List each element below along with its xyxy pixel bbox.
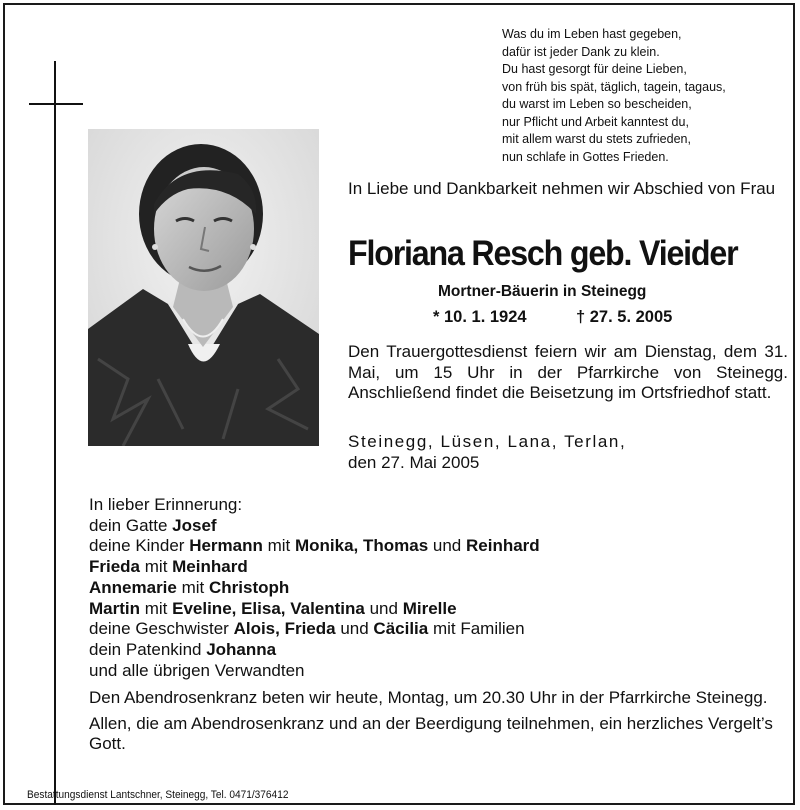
mourner-text: mit	[176, 577, 209, 597]
mourner-text: deine Geschwister	[89, 619, 234, 639]
mourner-name: Monika, Thomas	[294, 536, 429, 556]
mourner-text: und	[335, 619, 374, 639]
place-and-date	[348, 432, 788, 473]
rosary-text: Den Abendrosenkranz beten wir heute, Montag, um 20.30 Uhr in der Pfarrkirche Steinegg.	[89, 688, 768, 707]
mourner-line	[89, 516, 789, 537]
thanks-text: Allen, die am Abendrosenkranz und an der Beerdigung teilnehmen, ein herzliches Vergelt’s Gott.	[89, 713, 773, 754]
funeral-announcement: Den Trauergottesdienst feiern wir am Dienstag, dem 31. Mai, um 15 Uhr in der Pfarrkirche von Steinegg. Anschließend findet die Beisetzung im Ortsfriedhof statt.	[348, 342, 788, 403]
mourner-line	[89, 578, 789, 599]
life-dates	[433, 307, 703, 329]
poem-line: du warst im Leben so bescheiden,	[502, 97, 692, 111]
mourner-name: Meinhard	[172, 557, 248, 577]
deceased-name: Floriana Resch geb. Vieider	[348, 234, 738, 273]
poem-line: von früh bis spät, täglich, tagein, tagaus,	[502, 79, 726, 94]
poem-line: dafür ist jeder Dank zu klein.	[502, 44, 660, 59]
rosary-announcement	[89, 688, 789, 760]
mourner-name: Johanna	[206, 639, 277, 659]
mourner-name: Cäcilia	[373, 619, 429, 639]
mourner-text: mit	[140, 598, 173, 618]
death-date: † 27. 5. 2005	[576, 308, 673, 326]
poem-line: mit allem warst du stets zufrieden,	[502, 132, 691, 146]
portrait-photo	[88, 129, 319, 446]
obituary-notice	[3, 3, 795, 805]
mourner-line	[89, 640, 789, 661]
mourner-name: Frieda	[89, 557, 141, 577]
locations: Steinegg, Lüsen, Lana, Terlan,	[348, 432, 627, 451]
mourners-heading: In lieber Erinnerung:	[89, 495, 243, 514]
mourner-text: mit Familien	[428, 619, 525, 639]
mourner-name: Mirelle	[402, 598, 457, 618]
memorial-poem	[502, 26, 797, 166]
cross-horizontal-bar	[29, 103, 83, 105]
mourner-text: mit	[262, 536, 295, 556]
mourner-name: Annemarie	[89, 577, 177, 597]
mourner-line: und alle übrigen Verwandten	[89, 660, 305, 680]
mourners-list	[89, 495, 789, 681]
farewell-intro: In Liebe und Dankbarkeit nehmen wir Abschied von Frau	[348, 179, 776, 198]
poem-line: nur Pflicht und Arbeit kanntest du,	[502, 114, 689, 129]
mourner-name: Martin	[89, 598, 140, 618]
mourner-name: Alois, Frieda	[233, 619, 336, 639]
cross-vertical-bar	[54, 61, 56, 805]
mourner-name: Eveline, Elisa, Valentina	[172, 598, 365, 618]
poem-line: Was du im Leben hast gegeben,	[502, 27, 682, 41]
mourner-text: und	[428, 536, 466, 556]
mourner-name: Hermann	[189, 536, 263, 556]
poem-line: Du hast gesorgt für deine Lieben,	[502, 62, 687, 76]
mourner-text: und	[364, 598, 403, 618]
mourner-text: mit	[140, 557, 173, 577]
mourner-text: dein Patenkind	[89, 639, 207, 659]
mourner-line	[89, 599, 789, 620]
mourner-line	[89, 619, 789, 640]
notice-date: den 27. Mai 2005	[348, 452, 480, 472]
mourner-text: dein Gatte	[89, 515, 173, 535]
poem-line: nun schlafe in Gottes Frieden.	[502, 149, 669, 164]
birth-date: * 10. 1. 1924	[433, 308, 527, 326]
deceased-occupation: Mortner-Bäuerin in Steinegg	[438, 283, 647, 300]
mourner-name: Josef	[172, 515, 217, 535]
funeral-service-footer: Bestattungsdienst Lantschner, Steinegg, Tel. 0471/376412	[27, 789, 289, 801]
mourner-line	[89, 536, 789, 557]
mourner-name: Reinhard	[465, 536, 540, 556]
mourner-line	[89, 557, 789, 578]
mourner-text: deine Kinder	[89, 536, 190, 556]
mourner-name: Christoph	[208, 577, 290, 597]
